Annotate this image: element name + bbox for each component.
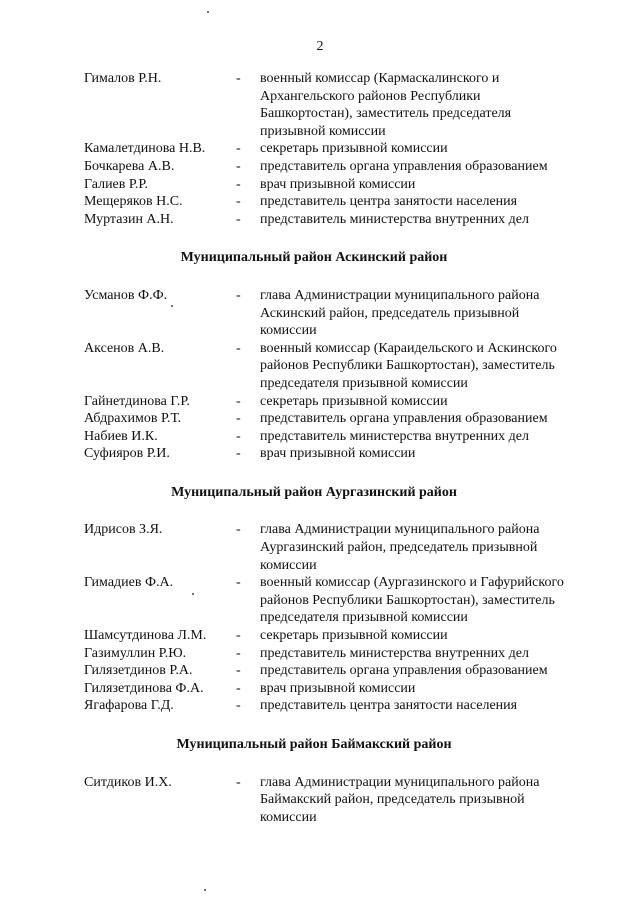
dash-separator: -	[236, 446, 241, 462]
role-line: председателя призывной комиссии	[260, 375, 468, 391]
member-role	[260, 158, 604, 176]
member-name: Ягафарова Г.Д.	[84, 698, 174, 714]
member-row	[84, 774, 604, 827]
member-name: Суфияров Р.И.	[84, 446, 170, 462]
member-row	[84, 445, 604, 463]
member-role	[260, 70, 604, 140]
role-line: военный комиссар (Кармаскалинского и	[260, 71, 500, 86]
dash-separator: -	[236, 663, 241, 679]
member-role	[260, 428, 604, 446]
role-line: комиссии	[260, 323, 317, 339]
dash-separator: -	[236, 428, 241, 444]
member-row	[84, 697, 604, 715]
dash-separator: -	[236, 176, 241, 192]
dash-separator: -	[236, 645, 241, 661]
role-line: призывной комиссии	[260, 123, 386, 139]
member-name: Ситдиков И.Х.	[84, 774, 172, 790]
member-row	[84, 645, 604, 663]
member-row	[84, 662, 604, 680]
role-line: комиссии	[260, 809, 317, 825]
role-line: председателя призывной комиссии	[260, 610, 468, 626]
role-line: глава Администрации муниципального района	[260, 774, 540, 790]
member-role	[260, 627, 604, 645]
member-role	[260, 521, 604, 574]
member-role	[260, 697, 604, 715]
role-line: районов Республики Башкортостан), заместитель	[260, 358, 555, 374]
member-role	[260, 774, 604, 827]
role-line: секретарь призывной комиссии	[260, 141, 448, 157]
section-heading: Муниципальный район Аургазинский район	[171, 484, 457, 500]
role-line: представитель органа управления образованием	[260, 411, 548, 427]
dash-separator: -	[236, 698, 241, 714]
member-name: Идрисов З.Я.	[84, 522, 163, 538]
role-line: районов Республики Башкортостан), заместитель	[260, 592, 555, 608]
role-line: представитель министерства внутренних дел	[260, 645, 529, 661]
member-role	[260, 340, 604, 393]
dash-separator: -	[236, 411, 241, 427]
role-line: представитель органа управления образованием	[260, 663, 548, 679]
dash-separator: -	[236, 680, 241, 696]
role-line: представитель центра занятости населения	[260, 194, 518, 210]
role-line: глава Администрации муниципального района	[260, 522, 540, 538]
member-name: Гилязетдинов Р.А.	[84, 663, 193, 679]
dash-separator: -	[236, 71, 241, 86]
member-row	[84, 393, 604, 411]
member-row	[84, 627, 604, 645]
role-line: врач призывной комиссии	[260, 446, 416, 462]
dash-separator: -	[236, 194, 241, 210]
member-name: Шамсутдинова Л.М.	[84, 628, 207, 644]
member-name: Мещеряков Н.С.	[84, 194, 183, 210]
dash-separator: -	[236, 575, 241, 591]
role-line: глава Администрации муниципального района	[260, 287, 540, 303]
member-role	[260, 410, 604, 428]
member-role	[260, 645, 604, 663]
dash-separator: -	[236, 774, 241, 790]
role-line: комиссии	[260, 557, 317, 573]
member-name: Набиев И.К.	[84, 428, 158, 444]
member-row	[84, 410, 604, 428]
member-name: Гилязетдинова Ф.А.	[84, 680, 204, 696]
member-row	[84, 176, 604, 194]
role-line: врач призывной комиссии	[260, 176, 416, 192]
role-line: Аургазинский район, председатель призывной	[260, 540, 538, 556]
member-role	[260, 193, 604, 211]
member-name: Гималов Р.Н.	[84, 71, 162, 86]
role-line: секретарь призывной комиссии	[260, 628, 448, 644]
page-number: 2	[316, 39, 324, 54]
role-line: Баймакский район, председатель призывной	[260, 792, 525, 808]
member-name: Камалетдинова Н.В.	[84, 141, 206, 157]
member-role	[260, 680, 604, 698]
dash-separator: -	[236, 287, 241, 303]
member-role	[260, 140, 604, 158]
member-row	[84, 521, 604, 574]
section-heading: Муниципальный район Баймакский район	[176, 737, 452, 752]
member-role	[260, 393, 604, 411]
member-name: Галиев Р.Р.	[84, 176, 148, 192]
dash-separator: -	[236, 141, 241, 157]
role-line: представитель центра занятости населения	[260, 698, 518, 714]
dash-separator: -	[236, 340, 241, 356]
member-role	[260, 662, 604, 680]
scan-speck	[204, 889, 206, 891]
member-role	[260, 211, 604, 229]
member-name: Муртазин А.Н.	[84, 211, 174, 227]
dash-separator: -	[236, 522, 241, 538]
role-line: представитель органа управления образованием	[260, 158, 548, 174]
dash-separator: -	[236, 158, 241, 174]
member-row	[84, 70, 604, 140]
scan-speck	[207, 11, 209, 13]
member-row	[84, 193, 604, 211]
member-row	[84, 140, 604, 158]
role-line: представитель министерства внутренних дел	[260, 211, 529, 227]
member-row	[84, 211, 604, 229]
member-row	[84, 574, 604, 627]
member-role	[260, 287, 604, 340]
document-body	[84, 70, 604, 826]
member-name: Абдрахимов Р.Т.	[84, 411, 182, 427]
member-role	[260, 574, 604, 627]
role-line: врач призывной комиссии	[260, 680, 416, 696]
role-line: секретарь призывной комиссии	[260, 393, 448, 409]
dash-separator: -	[236, 211, 241, 227]
member-name: Гайнетдинова Г.Р.	[84, 393, 190, 409]
member-name: Гимадиев Ф.А.	[84, 575, 174, 591]
member-name: Газимуллин Р.Ю.	[84, 645, 187, 661]
member-row	[84, 680, 604, 698]
section-heading: Муниципальный район Аскинский район	[180, 250, 448, 266]
member-row	[84, 340, 604, 393]
member-role	[260, 176, 604, 194]
dash-separator: -	[236, 393, 241, 409]
role-line: военный комиссар (Караидельского и Аскинского	[260, 340, 557, 356]
dash-separator: -	[236, 628, 241, 644]
member-name: Бочкарева А.В.	[84, 158, 175, 174]
role-line: Аскинский район, председатель призывной	[260, 305, 520, 321]
member-role	[260, 445, 604, 463]
member-row	[84, 287, 604, 340]
member-row	[84, 158, 604, 176]
role-line: Архангельского районов Республики	[260, 88, 481, 104]
member-name: Аксенов А.В.	[84, 340, 165, 356]
member-row	[84, 428, 604, 446]
member-name: Усманов Ф.Ф.	[84, 287, 168, 303]
role-line: представитель министерства внутренних дел	[260, 428, 529, 444]
role-line: военный комиссар (Аургазинского и Гафурийского	[260, 575, 564, 591]
role-line: Башкортостан), заместитель председателя	[260, 106, 512, 122]
